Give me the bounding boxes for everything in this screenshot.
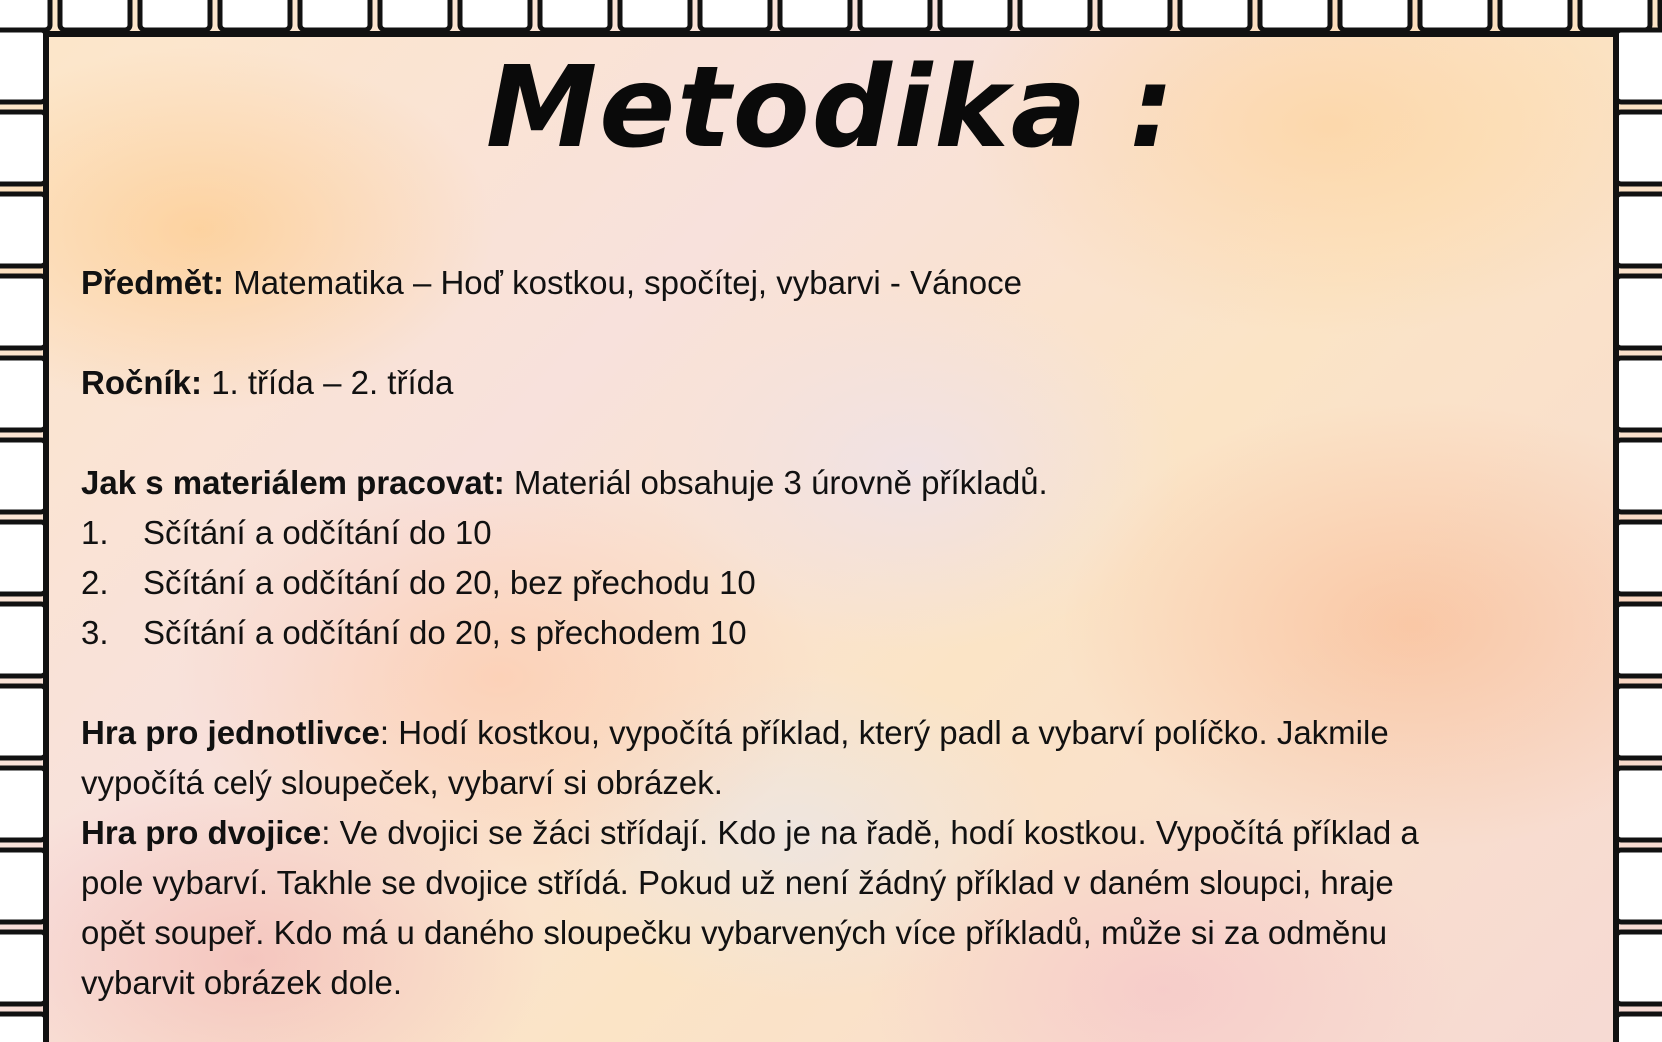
frame-tile-top <box>1100 0 1170 30</box>
frame-tile-right <box>1616 850 1662 922</box>
frame-tile-top <box>940 0 1010 30</box>
pair-game-text-4: vybarvit obrázek dole. <box>81 964 402 1001</box>
frame-tile-left <box>0 850 46 922</box>
list-text: Sčítání a odčítání do 20, s přechodem 10 <box>143 614 747 651</box>
levels-list <box>81 508 1601 658</box>
frame-tile-right <box>1616 932 1662 1004</box>
frame-tile-left <box>0 358 46 430</box>
frame-tile-top <box>1180 0 1250 30</box>
frame-tile-top <box>380 0 450 30</box>
frame-tile-top <box>300 0 370 30</box>
list-item <box>81 608 1601 658</box>
frame-tile-right <box>1616 276 1662 348</box>
list-item <box>81 558 1601 608</box>
frame-tile-top <box>540 0 610 30</box>
howto-line <box>81 458 1601 508</box>
frame-tile-left <box>0 522 46 594</box>
frame-tile-right <box>1616 194 1662 266</box>
pair-game-paragraph <box>81 808 1601 1008</box>
grade-label: Ročník: <box>81 364 203 401</box>
frame-tile-top <box>60 0 130 30</box>
pair-game-text-3: opět soupeř. Kdo má u daného sloupečku vybarvených více příkladů, může si za odměnu <box>81 914 1388 951</box>
list-number: 2. <box>81 564 109 601</box>
frame-tile-left <box>0 276 46 348</box>
frame-tile-left <box>0 194 46 266</box>
pair-game-label: Hra pro dvojice <box>81 814 322 851</box>
frame-tile-top <box>1500 0 1570 30</box>
list-item <box>81 508 1601 558</box>
frame-tile-top <box>460 0 530 30</box>
methodology-content <box>81 258 1601 1008</box>
grade-value: 1. třída – 2. třída <box>211 364 454 401</box>
single-game-text-1: : Hodí kostkou, vypočítá příklad, který padl a vybarví políčko. Jakmile <box>379 714 1389 751</box>
frame-tile-top <box>1580 0 1650 30</box>
frame-tile-top <box>0 0 50 30</box>
frame-tile-left <box>0 1014 46 1042</box>
list-text: Sčítání a odčítání do 10 <box>143 514 492 551</box>
single-game-label: Hra pro jednotlivce <box>81 714 380 751</box>
subject-label: Předmět: <box>81 264 225 301</box>
single-game-text-2: vypočítá celý sloupeček, vybarví si obrázek. <box>81 764 723 801</box>
frame-tile-top <box>1340 0 1410 30</box>
frame-tile-right <box>1616 686 1662 758</box>
frame-tile-left <box>0 686 46 758</box>
howto-value: Materiál obsahuje 3 úrovně příkladů. <box>513 464 1048 501</box>
frame-tile-top <box>1260 0 1330 30</box>
frame-tile-top <box>700 0 770 30</box>
list-text: Sčítání a odčítání do 20, bez přechodu 10 <box>143 564 756 601</box>
single-game-paragraph <box>81 708 1601 808</box>
frame-tile-right <box>1616 604 1662 676</box>
subject-line <box>81 258 1601 308</box>
list-number: 1. <box>81 514 109 551</box>
frame-tile-top <box>140 0 210 30</box>
frame-tile-left <box>0 768 46 840</box>
frame-tile-right <box>1616 1014 1662 1042</box>
frame-tile-top <box>780 0 850 30</box>
list-number: 3. <box>81 614 109 651</box>
pair-game-text-2: pole vybarví. Takhle se dvojice střídá. Pokud už není žádný příklad v daném sloupci, hraje <box>81 864 1394 901</box>
page-title: Metodika : <box>485 43 1177 173</box>
frame-tile-top <box>620 0 690 30</box>
frame-tile-right <box>1616 358 1662 430</box>
frame-tile-top <box>1420 0 1490 30</box>
frame-tile-top <box>220 0 290 30</box>
frame-tile-right <box>1616 440 1662 512</box>
pair-game-text-1: : Ve dvojici se žáci střídají. Kdo je na řadě, hodí kostkou. Vypočítá příklad a <box>321 814 1419 851</box>
frame-tile-right <box>1616 522 1662 594</box>
grade-line <box>81 358 1601 408</box>
frame-tile-left <box>0 440 46 512</box>
subject-value: Matematika – Hoď kostkou, spočítej, vybarvi - Vánoce <box>233 264 1023 301</box>
frame-tile-right <box>1616 768 1662 840</box>
frame-tile-top <box>1020 0 1090 30</box>
frame-tile-left <box>0 604 46 676</box>
howto-label: Jak s materiálem pracovat: <box>81 464 505 501</box>
frame-tile-top <box>860 0 930 30</box>
frame-tile-left <box>0 932 46 1004</box>
